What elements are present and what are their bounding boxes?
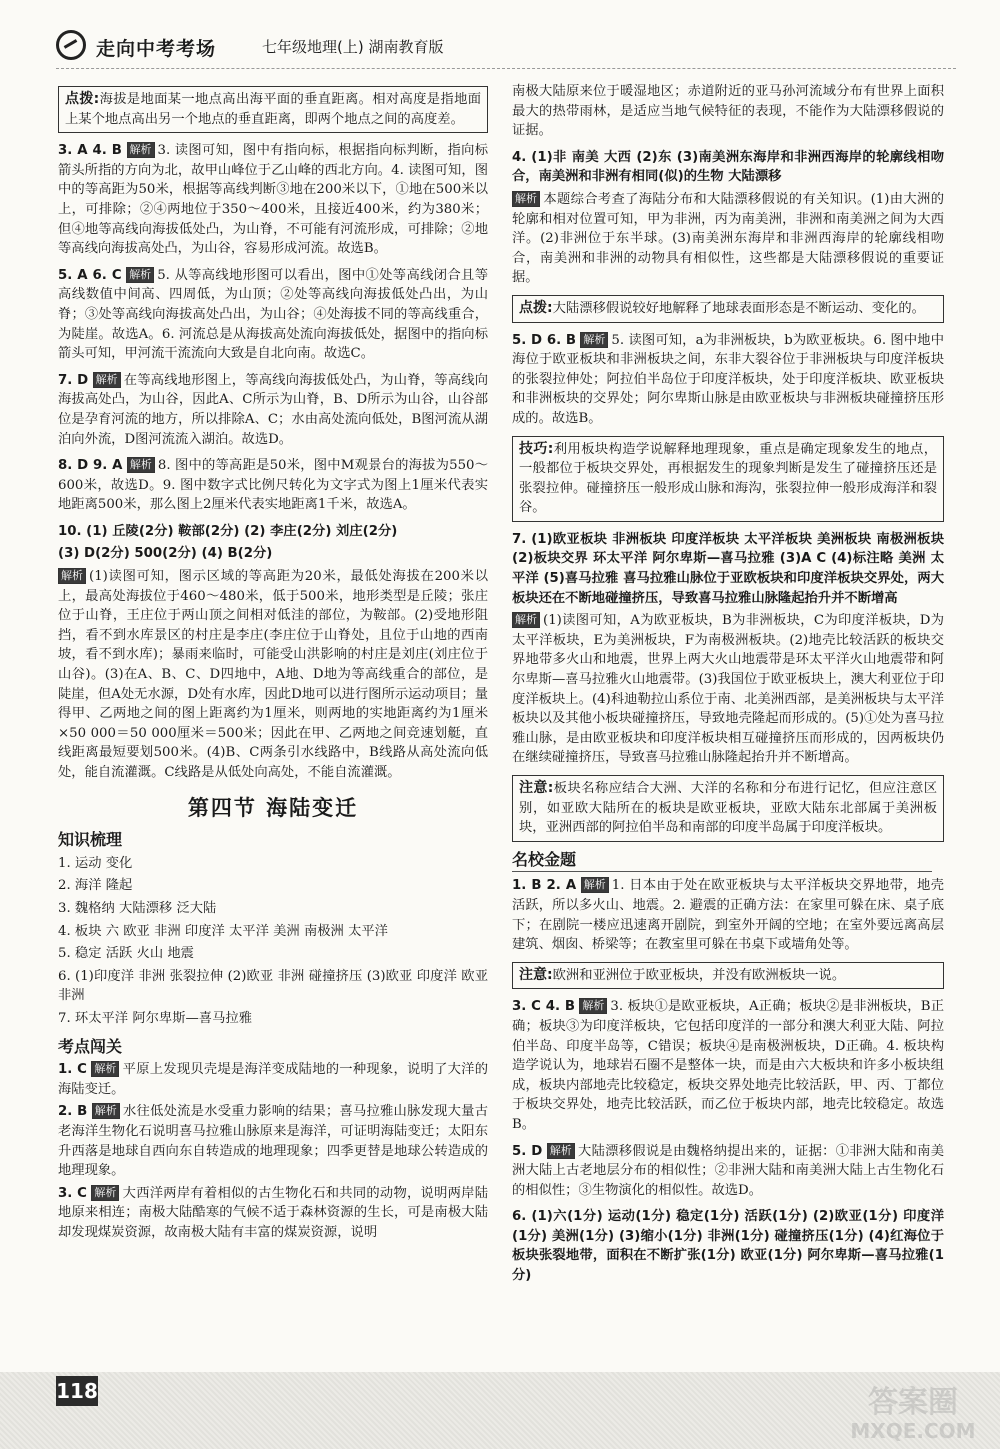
answer-block	[58, 1102, 488, 1180]
section-title: 第四节 海陆变迁	[187, 795, 359, 820]
answer-block	[58, 567, 488, 783]
right-column	[512, 82, 944, 1293]
answer-key: 8. D 9. A	[58, 458, 123, 474]
analysis-badge: 解析	[580, 332, 608, 348]
list-item: 3. 魏格纳 大陆漂移 泛大陆	[58, 900, 217, 916]
tip-text: 大陆漂移假说较好地解释了地球表面形态是不断运动、变化的。	[552, 300, 925, 316]
answer-block	[58, 456, 488, 515]
skill-text: 利用板块构造学说解释地理现象，重点是确定现象发生的地点，一般都位于板块交界处，再根据发生的现象判断是发生了碰撞挤压还是张裂拉伸。碰撞挤压一般形成山脉和海沟，张裂拉伸一般形成海洋和裂谷。	[519, 441, 937, 516]
analysis-text: 8. 图中的等高距是50米，图中M观景台的海拔为550～600米，故选D。9. 图中数字式比例尺转化为文字式为图上1厘米代表实地距离500米，那么图上2厘米代表实地距离1千米，故选A。	[58, 458, 489, 513]
note-box	[512, 962, 944, 990]
analysis-badge: 解析	[547, 1143, 575, 1159]
analysis-badge: 解析	[126, 267, 154, 283]
answer-key: 2. B	[58, 1104, 88, 1120]
page-header	[56, 28, 956, 69]
answer-block	[512, 1142, 944, 1201]
answer-key: 5. D 6. B	[512, 332, 577, 348]
answer-key: 1. B 2. A	[512, 878, 577, 894]
analysis-text: 5. 读图可知，a为非洲板块，b为欧亚板块。6. 图中地中海位于欧亚板块和非洲板块之间，东非大裂谷位于非洲板块与印度洋板块的张裂拉伸处；阿拉伯半岛位于印度洋板块，处于印度洋板块、欧亚板块和非洲板块的交界处；阿尔卑斯山脉是由欧亚板块与非洲板块碰撞挤压形成的。故选B。	[512, 332, 945, 426]
list-item: 2. 海洋 隆起	[58, 878, 133, 894]
answer-block	[58, 266, 488, 364]
answer-block	[58, 141, 488, 259]
sub-heading-famous-school: 名校金题	[512, 850, 932, 873]
analysis-badge: 解析	[92, 1103, 120, 1119]
tip-label: 点拨:	[519, 299, 553, 316]
sub-heading-exam-points: 考点闯关	[58, 1036, 123, 1056]
answer-key: 1. C	[58, 1062, 87, 1078]
tip-text: 海拔是地面某一地点高出海平面的垂直距离。相对高度是指地面上某个地点高出另一个地点的垂直距离，即两个地点之间的高度差。	[65, 92, 481, 127]
answer-key: 3. A 4. B	[58, 143, 122, 159]
sub-heading-knowledge: 知识梳理	[58, 830, 123, 850]
answer-key: 5. A 6. C	[58, 267, 122, 283]
answer-block	[512, 331, 944, 429]
analysis-text: 3. 读图可知，图中有指向标，根据指向标判断，指向标箭头所指的方向为北，故甲山峰位于乙山峰的西北方向。4. 读图可知，图中的等高距为50米，根据等高线判断③地在200米以下，①地在500米以上，可排除；②④两地位于350～400米，且接近400米，约为380米；但④地等高线向海拔低处凸，为山脊，不可能有河流形成，可排除；②地等高线向海拔高处凸，为山谷，容易形成河流。故选B。	[58, 143, 489, 257]
analysis-badge: 解析	[127, 142, 155, 158]
analysis-text: 水往低处流是水受重力影响的结果；喜马拉雅山脉发现大量古老海洋生物化石说明喜马拉雅山脉原来是海洋，可证明海陆变迁；太阳东升西落是地球自西向东自转造成的地理现象；四季更替是地球公转造成的地理现象。	[58, 1104, 489, 1179]
analysis-text: 平原上发现贝壳堤是海洋变成陆地的一种现象，说明了大洋的海陆变迁。	[58, 1062, 488, 1097]
analysis-text: 本题综合考查了海陆分布和大陆漂移假说的有关知识。(1)由大洲的轮廓和相对位置可知，甲为非洲，丙为南美洲，非洲和南美洲之间为大西洋。(2)非洲位于东半球。(3)南美洲东海岸和非洲西海岸的轮廓线相吻合，南美洲和非洲的动物具有相似性，这些都是大陆漂移假说的重要证据。	[512, 191, 944, 286]
analysis-badge: 解析	[581, 877, 609, 893]
analysis-badge: 解析	[512, 191, 540, 207]
answer-key: 7. D	[58, 372, 89, 388]
note-label: 注意:	[519, 780, 554, 796]
svg-text:答案圈: 答案圈	[868, 1385, 958, 1420]
continued-text: 南极大陆原来位于暖湿地区；赤道附近的亚马孙河流域分布有世界上面积最大的热带雨林，是适应当地气候特征的表现，不能作为大陆漂移假说的证据。	[512, 84, 944, 139]
answer-line: 7. (1)欧亚板块 非洲板块 印度洋板块 太平洋板块 美洲板块 南极洲板块 (2)板块交界 环太平洋 阿尔卑斯—喜马拉雅 (3)A C (4)标注略 美洲 太平洋 (5)喜马拉雅 喜马拉雅山脉位于亚欧板块和印度洋板块交界处，两大板块还在不断地碰撞挤压，导致喜马拉雅山脉隆起抬升并不断增高	[512, 531, 944, 606]
list-item: 1. 运动 变化	[58, 855, 133, 871]
answer-line: 6. (1)六(1分) 运动(1分) 稳定(1分) 活跃(1分) (2)欧亚(1分) 印度洋(1分) 美洲(1分) (3)缩小(1分) 非洲(1分) 碰撞挤压(1分) (4)红海位于板块张裂地带，面积在不断扩张(1分) 欧亚(1分) 阿尔卑斯—喜马拉雅(1分)	[512, 1209, 944, 1284]
answer-block	[512, 997, 944, 1134]
analysis-text: 大西洋两岸有着相似的古生物化石和共同的动物，说明两岸陆地原来相连；南极大陆酷寒的气候不适于森林资源的生长，可是南极大陆却发现煤炭资源，故南极大陆有丰富的煤炭资源，说明	[58, 1185, 488, 1240]
list-item: 7. 环太平洋 阿尔卑斯—喜马拉雅	[58, 1010, 252, 1026]
answer-block	[58, 371, 488, 449]
tip-box	[512, 295, 944, 323]
answer-block	[58, 1060, 488, 1099]
answer-block	[512, 611, 944, 768]
book-subtitle: 七年级地理(上) 湖南教育版	[262, 38, 444, 56]
list-item: 5. 稳定 活跃 火山 地震	[58, 946, 194, 962]
left-column	[58, 82, 488, 1245]
analysis-badge: 解析	[91, 1061, 119, 1077]
analysis-badge: 解析	[91, 1185, 119, 1201]
analysis-text: (1)读图可知，A为欧亚板块，B为非洲板块，C为印度洋板块，D为太平洋板块，E为美洲板块，F为南极洲板块。(2)地壳比较活跃的板块交界地带多火山和地震，世界上两大火山地震带是环太平洋火山地震带和阿尔卑斯—喜马拉雅火山地震带。(3)我国位于欧亚板块上，澳大利亚位于印度洋板块上。(4)科迪勒拉山系位于南、北美洲西部，是美洲板块与太平洋板块以及其他小板块碰撞挤压，导致地壳隆起而形成的。(5)①处为喜马拉雅山脉，是由欧亚板块和印度洋板块相互碰撞挤压而形成的，因两板块仍在继续碰撞挤压，导致喜马拉雅山脉隆起抬升并不断增高。	[512, 613, 944, 766]
analysis-text: 大陆漂移假说是由魏格纳提出来的，证据：①非洲大陆和南美洲大陆上古老地层分布的相似性；②非洲大陆和南美洲大陆上古生物化石的相似性；③生物演化的相似性。故选D。	[512, 1143, 944, 1198]
list-item: 4. 板块 六 欧亚 非洲 印度洋 太平洋 美洲 南极洲 太平洋	[58, 923, 388, 939]
brand-title: 走向中考考场	[96, 38, 217, 60]
answer-block	[512, 876, 944, 954]
answer-line: 4. (1)非 南美 大西 (2)东 (3)南美洲东海岸和非洲西海岸的轮廓线相吻合，南美洲和非洲有相同(似)的生物 大陆漂移	[512, 149, 944, 185]
list-item: 6. (1)印度洋 非洲 张裂拉伸 (2)欧亚 非洲 碰撞挤压 (3)欧亚 印度洋 欧亚 非洲	[58, 968, 488, 1004]
tip-label: 点拨:	[65, 91, 100, 107]
analysis-text: 1. 日本由于处在欧亚板块与太平洋板块交界地带，地壳活跃，所以多火山、地震。2. 避震的正确方法：在家里可躲在床、桌子底下；在剧院一楼应迅速离开剧院，到室外开阔的空地；在室外要远离高层建筑、烟囱、桥梁等；在教室里可躲在书桌下或墙角处等。	[512, 878, 944, 953]
answer-line: 10. (1) 丘陵(2分) 鞍部(2分) (2) 李庄(2分) 刘庄(2分)	[58, 523, 398, 539]
analysis-badge: 解析	[127, 457, 155, 473]
watermark-logo-icon	[838, 1382, 988, 1444]
tip-box	[58, 86, 488, 133]
analysis-badge: 解析	[58, 568, 86, 584]
page-number: 118	[56, 1376, 98, 1406]
analysis-text: 5. 从等高线地形图可以看出，图中①处等高线闭合且等高线数值中间高、四周低，为山顶；②处等高线向海拔低处凸出，为山脊；③处等高线向海拔高处凸出，为山谷；④处海拔不同的等高线重合，为陡崖。故选A。6. 河流总是从海拔高处流向海拔低处，据图中的指向标箭头可知，甲河流干流流向大致是自北向南。故选C。	[58, 267, 488, 362]
answer-key: 3. C 4. B	[512, 999, 575, 1015]
answer-key: 5. D	[512, 1143, 543, 1159]
answer-line: (3) D(2分) 500(2分) (4) B(2分)	[58, 546, 273, 562]
note-box	[512, 775, 944, 842]
analysis-badge: 解析	[512, 612, 540, 628]
note-text: 欧洲和亚洲位于欧亚板块，并没有欧洲板块一说。	[552, 967, 846, 983]
brand-logo-icon	[56, 30, 86, 60]
answer-block	[512, 190, 944, 288]
skill-box	[512, 436, 944, 522]
analysis-text: 3. 板块①是欧亚板块，A正确；板块②是非洲板块，B正确；板块③为印度洋板块，它包括印度洋的一部分和澳大利亚大陆、阿拉伯半岛、印度半岛等，C错误；板块④是南极洲板块，D正确。4. 板块构造学说认为，地球岩石圈不是整体一块，而是由六大板块和许多小板块组成，板块内部地壳比较稳定，板块交界处地壳比较活跃，甲、丙、丁都位于板块交界处，地壳比较活跃，而乙位于板块内部，地壳比较稳定。故选B。	[512, 999, 944, 1132]
answer-block	[58, 1184, 488, 1243]
skill-label: 技巧:	[519, 440, 554, 457]
note-label: 注意:	[519, 966, 553, 983]
note-text: 板块名称应结合大洲、大洋的名称和分布进行记忆，但应注意区别，如亚欧大陆所在的板块是欧亚板块，亚欧大陆东北部属于美洲板块，亚洲西部的阿拉伯半岛和南部的印度半岛属于印度洋板块。	[519, 781, 937, 836]
analysis-badge: 解析	[579, 998, 607, 1014]
analysis-text: (1)读图可知，图示区域的等高距为20米，最低处海拔在200米以上，最高处海拔位于460～480米，低于500米，地形类型是丘陵；张庄位于山脊，王庄位于两山顶之间相对低洼的部位，为鞍部。(2)受地形阻挡，看不到水库景区的村庄是李庄(李庄位于山脊处，且位于山地的西南坡，看不到水库)；暴雨来临时，可能受山洪影响的村庄是刘庄(刘庄位于山谷)。(3)在A、B、C、D四地中，A地、D地为等高线重合的部位，是陡崖，但A处无水源，D处有水库，因此D地可以进行图所示运动项目；量得甲、乙两地之间的图上距离约为1厘米，则两地的实地距离约为1厘米×50 000＝50 000厘米＝500米；因此在甲、乙两地之间竞速划艇，直线距离最短要划500米。(4)B、C两条引水线路中，B线路从高处流向低处，能自流灌溉。C线路是从低处向高处，不能自流灌溉。	[58, 569, 488, 780]
watermark-text: MXQE.COM	[850, 1419, 976, 1443]
answer-key: 3. C	[58, 1185, 87, 1201]
analysis-badge: 解析	[93, 372, 121, 388]
analysis-text: 在等高线地形图上，等高线向海拔低处凸，为山脊，等高线向海拔高处凸，为山谷，因此A、C所示为山脊，B、D所示为山谷，山谷部位是孕育河流的地方，所以排除A、C；水由高处流向低处，B图河流从湖泊向外流，D图河流流入湖泊。故选D。	[58, 372, 488, 447]
